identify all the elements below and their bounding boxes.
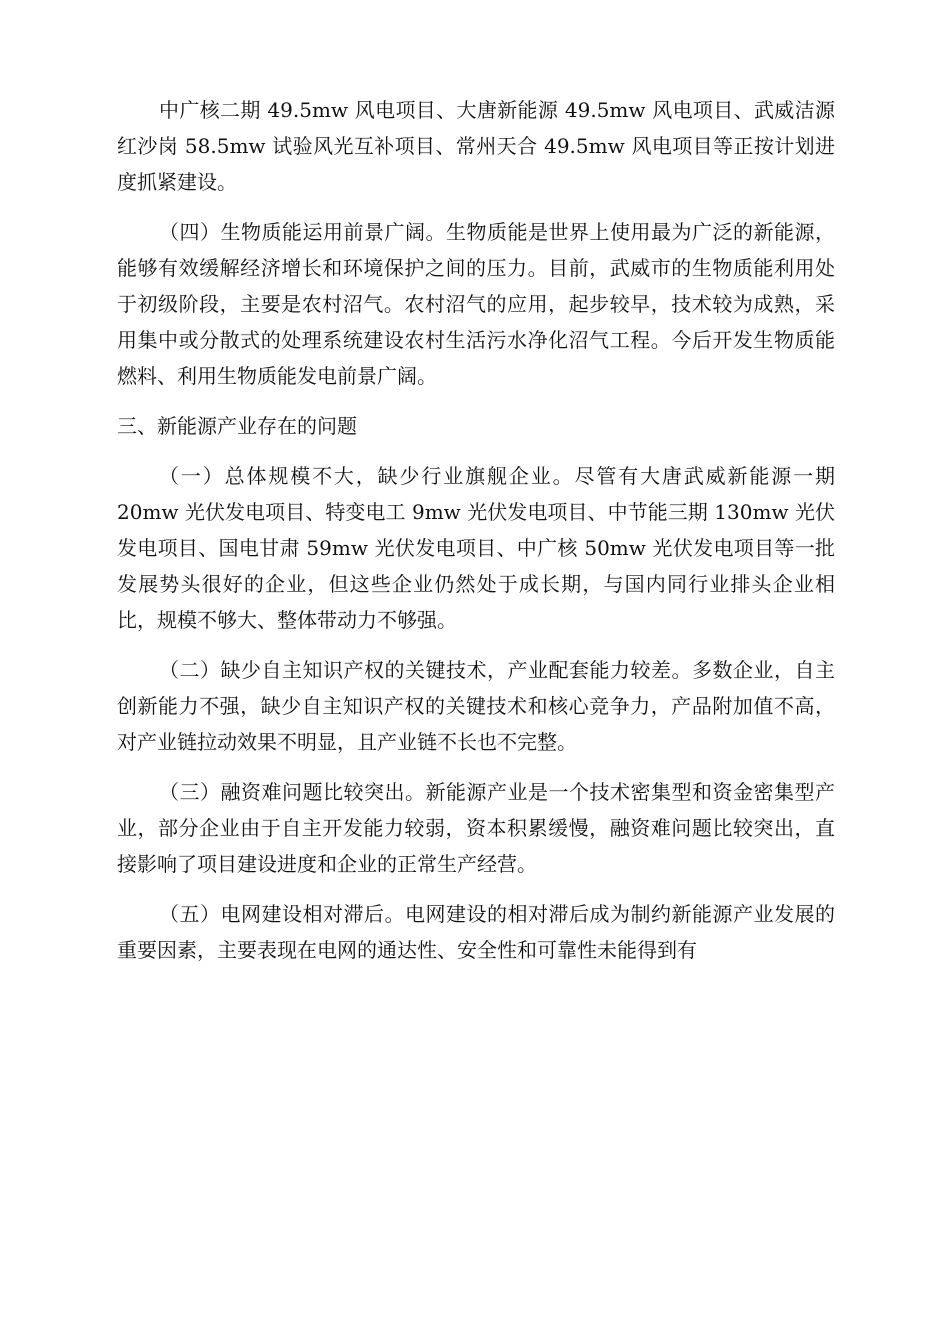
document-body <box>117 92 835 982</box>
paragraph-power-grid: （五）电网建设相对滞后。电网建设的相对滞后成为制约新能源产业发展的重要因素，主要表现在电网的通达性、安全性和可靠性未能得到有 <box>117 902 835 962</box>
paragraph-wind-projects: 中广核二期 49.5mw 风电项目、大唐新能源 49.5mw 风电项目、武威洁源红沙岗 58.5mw 试验风光互补项目、常州天合 49.5mw 风电项目等正按计划进度抓紧建设。 <box>117 98 835 194</box>
section-heading-problems: 三、新能源产业存在的问题 <box>117 414 357 438</box>
paragraph-scale: （一）总体规模不大，缺少行业旗舰企业。尽管有大唐武威新能源一期 20mw 光伏发电项目、特变电工 9mw 光伏发电项目、中节能三期 130mw 光伏发电项目、国电甘肃 59mw 光伏发电项目、中广核 50mw 光伏发电项目等一批发展势头很好的企业，但这些企业仍然处于成长期，与国内同行业排头企业相比，规模不够大、整体带动力不够强。 <box>117 464 835 632</box>
paragraph-biomass: （四）生物质能运用前景广阔。生物质能是世界上使用最为广泛的新能源，能够有效缓解经济增长和环境保护之间的压力。目前，武威市的生物质能利用处于初级阶段，主要是农村沼气。农村沼气的应用，起步较早，技术较为成熟，采用集中或分散式的处理系统建设农村生活污水净化沼气工程。今后开发生物质能燃料、利用生物质能发电前景广阔。 <box>117 220 835 388</box>
paragraph-technology: （二）缺少自主知识产权的关键技术，产业配套能力较差。多数企业，自主创新能力不强，缺少自主知识产权的关键技术和核心竞争力，产品附加值不高，对产业链拉动效果不明显，且产业链不长也不完整。 <box>117 658 835 754</box>
paragraph-financing: （三）融资难问题比较突出。新能源产业是一个技术密集型和资金密集型产业，部分企业由于自主开发能力较弱，资本积累缓慢，融资难问题比较突出，直接影响了项目建设进度和企业的正常生产经营。 <box>117 780 835 876</box>
